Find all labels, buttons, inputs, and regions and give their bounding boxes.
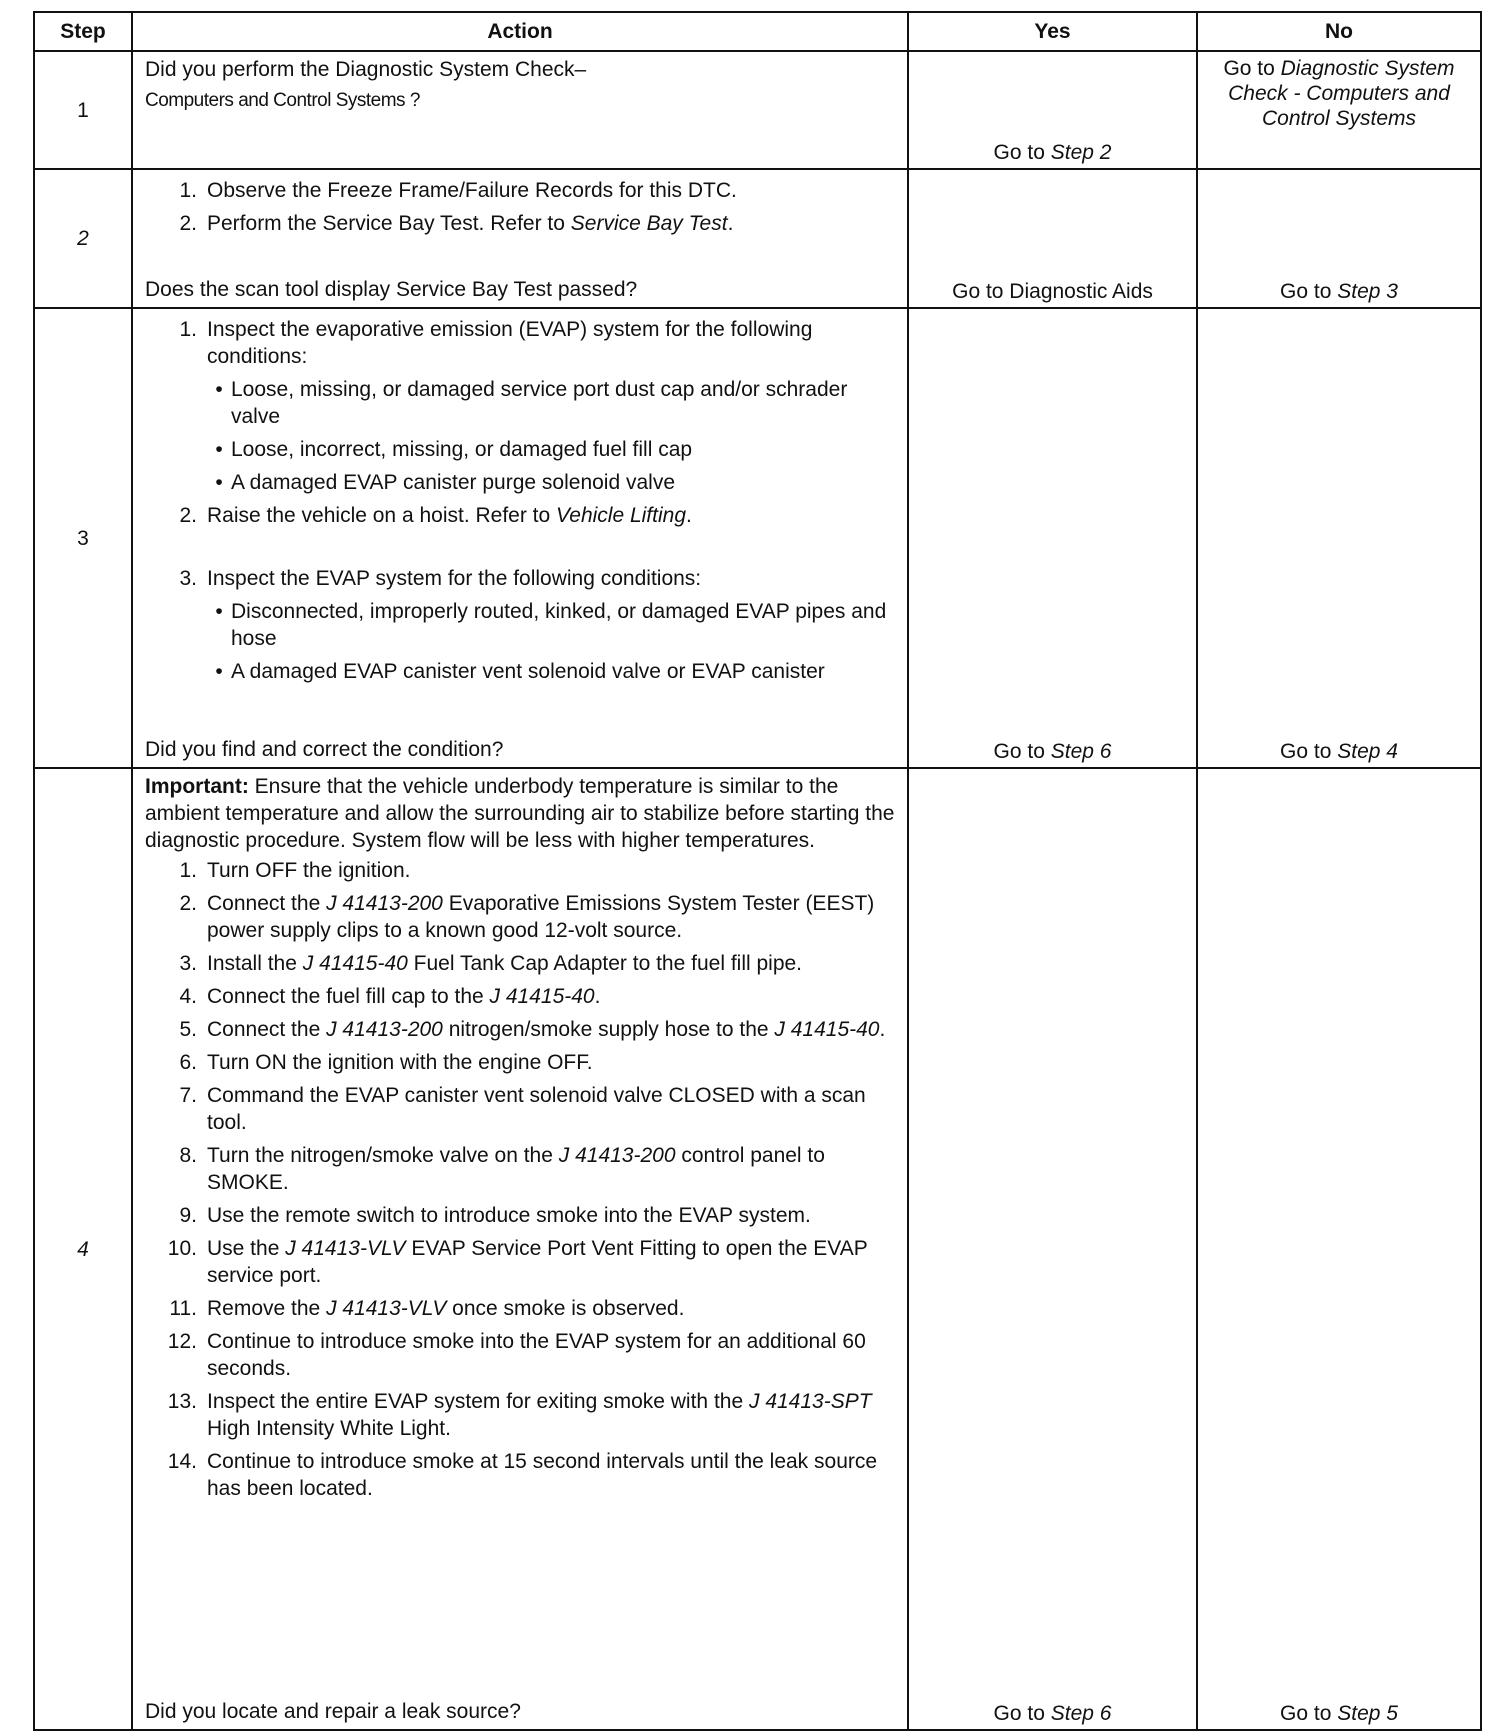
- text-segment: Step 6: [1050, 1702, 1112, 1725]
- action-cell: [132, 768, 908, 1730]
- text-segment: Go to: [993, 1702, 1051, 1725]
- yes-answer-text: [915, 738, 1190, 765]
- item-text: [207, 502, 692, 529]
- step-number: 4: [34, 768, 132, 1730]
- text-segment: EVAP Service Port Vent Fitting to open the EVAP service port.: [207, 1237, 868, 1287]
- text-segment: Turn ON the ignition with the engine OFF.: [207, 1051, 593, 1074]
- text-segment: Ensure that the vehicle underbody temperature is similar to the ambient temperature and allow the surrounding air to stabilize before starting the diagnostic procedure. System flow will be less with higher temperatures.: [145, 775, 895, 852]
- yes-answer-text: [915, 139, 1190, 166]
- action-step-item: [145, 950, 897, 977]
- item-number: 3.: [179, 567, 197, 590]
- item-number: 11.: [169, 1297, 197, 1320]
- text-segment: J 41415-40: [489, 985, 595, 1008]
- item-number: 1.: [179, 318, 197, 341]
- action-step-item: [145, 1082, 897, 1136]
- text-segment: Computers and Control Systems ?: [145, 90, 420, 111]
- item-text: [207, 1448, 897, 1502]
- action-step-item: [145, 565, 897, 592]
- item-number: 1.: [179, 179, 197, 202]
- text-segment: Go to Diagnostic Aids: [952, 280, 1153, 303]
- item-number: 9.: [179, 1204, 197, 1227]
- yes-cell: [908, 169, 1197, 308]
- action-step-item: [145, 1328, 897, 1382]
- item-number: 3.: [179, 952, 197, 975]
- item-number: 2.: [179, 892, 197, 915]
- step-number: 1: [34, 51, 132, 169]
- action-step-item: [145, 1235, 897, 1289]
- item-text: [207, 1082, 897, 1136]
- item-text: [207, 1202, 811, 1229]
- action-step-item: [145, 177, 897, 204]
- text-segment: once smoke is observed.: [446, 1297, 685, 1320]
- bullet-icon: •: [215, 600, 223, 623]
- item-text: [207, 890, 897, 944]
- text-segment: Go to: [1280, 280, 1338, 303]
- action-paragraph: [145, 773, 897, 854]
- item-number: 2.: [179, 212, 197, 235]
- no-answer: [1198, 52, 1480, 168]
- text-segment: Continue to introduce smoke into the EVAP system for an additional 60 seconds.: [207, 1330, 866, 1380]
- text-segment: Turn the nitrogen/smoke valve on the: [207, 1144, 559, 1167]
- text-segment: .: [686, 504, 692, 527]
- action-paragraph: [145, 56, 897, 83]
- item-text: [207, 857, 410, 884]
- action-step-item: [145, 502, 897, 529]
- no-answer-text: [1204, 278, 1474, 305]
- action-content: [133, 170, 907, 307]
- text-segment: .: [879, 1018, 886, 1041]
- no-answer-text: [1204, 738, 1474, 765]
- text-segment: J 41413-200: [326, 1018, 443, 1041]
- item-text: [207, 177, 737, 204]
- text-segment: .: [594, 985, 601, 1008]
- action-step-item: [145, 1295, 897, 1322]
- text-segment: Go to: [993, 740, 1051, 763]
- header-action: Action: [132, 12, 908, 51]
- text-segment: Loose, missing, or damaged service port dust cap and/or schrader valve: [231, 378, 848, 428]
- item-text: [207, 950, 802, 977]
- table-row: [34, 308, 1481, 768]
- action-question: Did you find and correct the condition?: [145, 738, 504, 761]
- item-number: 8.: [179, 1144, 197, 1167]
- action-question: Does the scan tool display Service Bay Test passed?: [145, 278, 638, 301]
- text-segment: A damaged EVAP canister purge solenoid valve: [231, 471, 676, 494]
- text-segment: J 41413-SPT: [748, 1390, 872, 1413]
- text-segment: A damaged EVAP canister vent solenoid valve or EVAP canister: [231, 660, 825, 683]
- action-step-item: [145, 1388, 897, 1442]
- text-segment: Loose, incorrect, missing, or damaged fuel fill cap: [231, 438, 693, 461]
- text-segment: Go to: [1280, 1702, 1338, 1725]
- bullet-text: [231, 469, 675, 496]
- item-number: 10.: [167, 1237, 197, 1260]
- bullet-icon: •: [215, 378, 223, 401]
- yes-answer-text: [915, 278, 1190, 305]
- item-text: [207, 983, 600, 1010]
- text-segment: Inspect the evaporative emission (EVAP) system for the following conditions:: [207, 318, 813, 368]
- action-step-item: [145, 857, 897, 884]
- spacer: [145, 532, 897, 562]
- action-step-item: [145, 1049, 897, 1076]
- action-step-item: [145, 210, 897, 237]
- yes-answer-text: [915, 1700, 1190, 1727]
- action-step-item: [145, 983, 897, 1010]
- item-number: 6.: [179, 1051, 197, 1074]
- table-row: [34, 51, 1481, 169]
- no-cell: [1197, 308, 1481, 768]
- text-segment: control panel to SMOKE.: [207, 1144, 825, 1194]
- item-text: [207, 316, 897, 370]
- item-number: 2.: [179, 504, 197, 527]
- yes-answer: [909, 769, 1196, 1729]
- item-number: 5.: [179, 1018, 197, 1041]
- item-number: 7.: [179, 1084, 197, 1107]
- table-row: [34, 768, 1481, 1730]
- text-segment: J 41413-VLV: [285, 1237, 406, 1260]
- no-answer: [1198, 309, 1480, 767]
- bullet-icon: •: [215, 438, 223, 461]
- action-paragraph: [145, 87, 897, 114]
- no-answer: [1198, 170, 1480, 307]
- step-number: 3: [34, 308, 132, 768]
- text-segment: Command the EVAP canister vent solenoid valve CLOSED with a scan tool.: [207, 1084, 866, 1134]
- text-segment: .: [727, 212, 734, 235]
- action-bullet-item: [207, 658, 897, 685]
- header-row: [34, 12, 1481, 51]
- header-no: No: [1197, 12, 1481, 51]
- text-segment: Connect the: [207, 892, 327, 915]
- action-step-item: [145, 1202, 897, 1229]
- item-number: 1.: [179, 859, 197, 882]
- header-step: Step: [34, 12, 132, 51]
- bullet-text: [231, 376, 897, 430]
- text-segment: Did you perform the Diagnostic System Check–: [145, 58, 587, 81]
- action-content: [133, 309, 907, 767]
- item-number: 12.: [167, 1330, 197, 1353]
- text-segment: Step 2: [1050, 141, 1112, 164]
- bullet-text: [231, 436, 692, 463]
- text-segment: Step 5: [1337, 1702, 1398, 1725]
- text-segment: nitrogen/smoke supply hose to the: [442, 1018, 775, 1041]
- item-number: 4.: [179, 985, 197, 1008]
- yes-answer: [909, 52, 1196, 168]
- text-segment: Evaporative Emissions System Tester (EEST) power supply clips to a known good 12-volt source.: [207, 892, 875, 942]
- text-segment: Turn OFF the ignition.: [207, 859, 411, 882]
- text-segment: Step 6: [1050, 740, 1112, 763]
- text-segment: Connect the: [207, 1018, 327, 1041]
- no-answer-text: [1204, 1700, 1474, 1727]
- text-segment: Install the: [207, 952, 303, 975]
- text-segment: Diagnostic System Check - Computers and Control Systems: [1228, 57, 1455, 130]
- text-segment: Use the remote switch to introduce smoke into the EVAP system.: [207, 1204, 811, 1227]
- action-bullet-item: [207, 598, 897, 652]
- action-bullet-item: [207, 436, 897, 463]
- text-segment: Go to: [1223, 57, 1281, 80]
- action-step-item: [145, 316, 897, 370]
- item-text: [207, 1016, 885, 1043]
- text-segment: Inspect the entire EVAP system for exiting smoke with the: [207, 1390, 749, 1413]
- action-content: [133, 52, 907, 168]
- action-bullet-item: [207, 469, 897, 496]
- item-text: [207, 1049, 593, 1076]
- bullet-text: [231, 598, 897, 652]
- action-step-item: [145, 1448, 897, 1502]
- action-step-item: [145, 1016, 897, 1043]
- text-segment: Go to: [993, 141, 1051, 164]
- no-cell: [1197, 51, 1481, 169]
- text-segment: Disconnected, improperly routed, kinked, or damaged EVAP pipes and hose: [231, 600, 887, 650]
- action-bullet-item: [207, 376, 897, 430]
- item-text: [207, 1235, 897, 1289]
- text-segment: Go to: [1280, 740, 1338, 763]
- yes-cell: [908, 768, 1197, 1730]
- item-text: [207, 1142, 897, 1196]
- no-cell: [1197, 169, 1481, 308]
- text-segment: J 41413-VLV: [326, 1297, 447, 1320]
- item-text: [207, 1328, 897, 1382]
- bullet-text: [231, 658, 825, 685]
- text-segment: J 41415-40: [302, 952, 408, 975]
- text-segment: Service Bay Test: [570, 212, 728, 235]
- action-cell: [132, 308, 908, 768]
- text-segment: Fuel Tank Cap Adapter to the fuel fill pipe.: [407, 952, 803, 975]
- text-segment: High Intensity White Light.: [207, 1417, 451, 1440]
- action-question: Did you locate and repair a leak source?: [145, 1700, 521, 1723]
- no-answer-text: [1204, 56, 1474, 131]
- yes-answer: [909, 170, 1196, 307]
- diagnostic-table: [33, 11, 1482, 1731]
- no-cell: [1197, 768, 1481, 1730]
- yes-cell: [908, 308, 1197, 768]
- yes-answer: [909, 309, 1196, 767]
- item-text: [207, 1388, 897, 1442]
- text-segment: Step 3: [1337, 280, 1398, 303]
- action-step-item: [145, 1142, 897, 1196]
- text-segment: Raise the vehicle on a hoist. Refer to: [207, 504, 557, 527]
- text-segment: Inspect the EVAP system for the following conditions:: [207, 567, 702, 590]
- item-number: 14.: [167, 1450, 197, 1473]
- header-yes: Yes: [908, 12, 1197, 51]
- table-row: [34, 169, 1481, 308]
- text-segment: Step 4: [1337, 740, 1398, 763]
- bullet-icon: •: [215, 660, 223, 683]
- no-answer: [1198, 769, 1480, 1729]
- bullet-icon: •: [215, 471, 223, 494]
- action-cell: [132, 51, 908, 169]
- text-segment: Vehicle Lifting: [556, 504, 686, 527]
- action-content: [133, 769, 907, 1729]
- item-text: [207, 565, 701, 592]
- text-segment: Continue to introduce smoke at 15 second intervals until the leak source has been located.: [207, 1450, 878, 1500]
- text-segment: J 41413-200: [326, 892, 443, 915]
- text-segment: Observe the Freeze Frame/Failure Records for this DTC.: [207, 179, 737, 202]
- text-segment: Connect the fuel fill cap to the: [207, 985, 490, 1008]
- step-number: 2: [34, 169, 132, 308]
- text-segment: Important:: [145, 775, 249, 798]
- item-text: [207, 1295, 684, 1322]
- text-segment: Use the: [207, 1237, 286, 1260]
- item-number: 13.: [167, 1390, 197, 1413]
- yes-cell: [908, 51, 1197, 169]
- item-text: [207, 210, 733, 237]
- text-segment: J 41413-200: [558, 1144, 676, 1167]
- action-cell: [132, 169, 908, 308]
- text-segment: J 41415-40: [774, 1018, 880, 1041]
- text-segment: Remove the: [207, 1297, 327, 1320]
- text-segment: Perform the Service Bay Test. Refer to: [207, 212, 571, 235]
- action-step-item: [145, 890, 897, 944]
